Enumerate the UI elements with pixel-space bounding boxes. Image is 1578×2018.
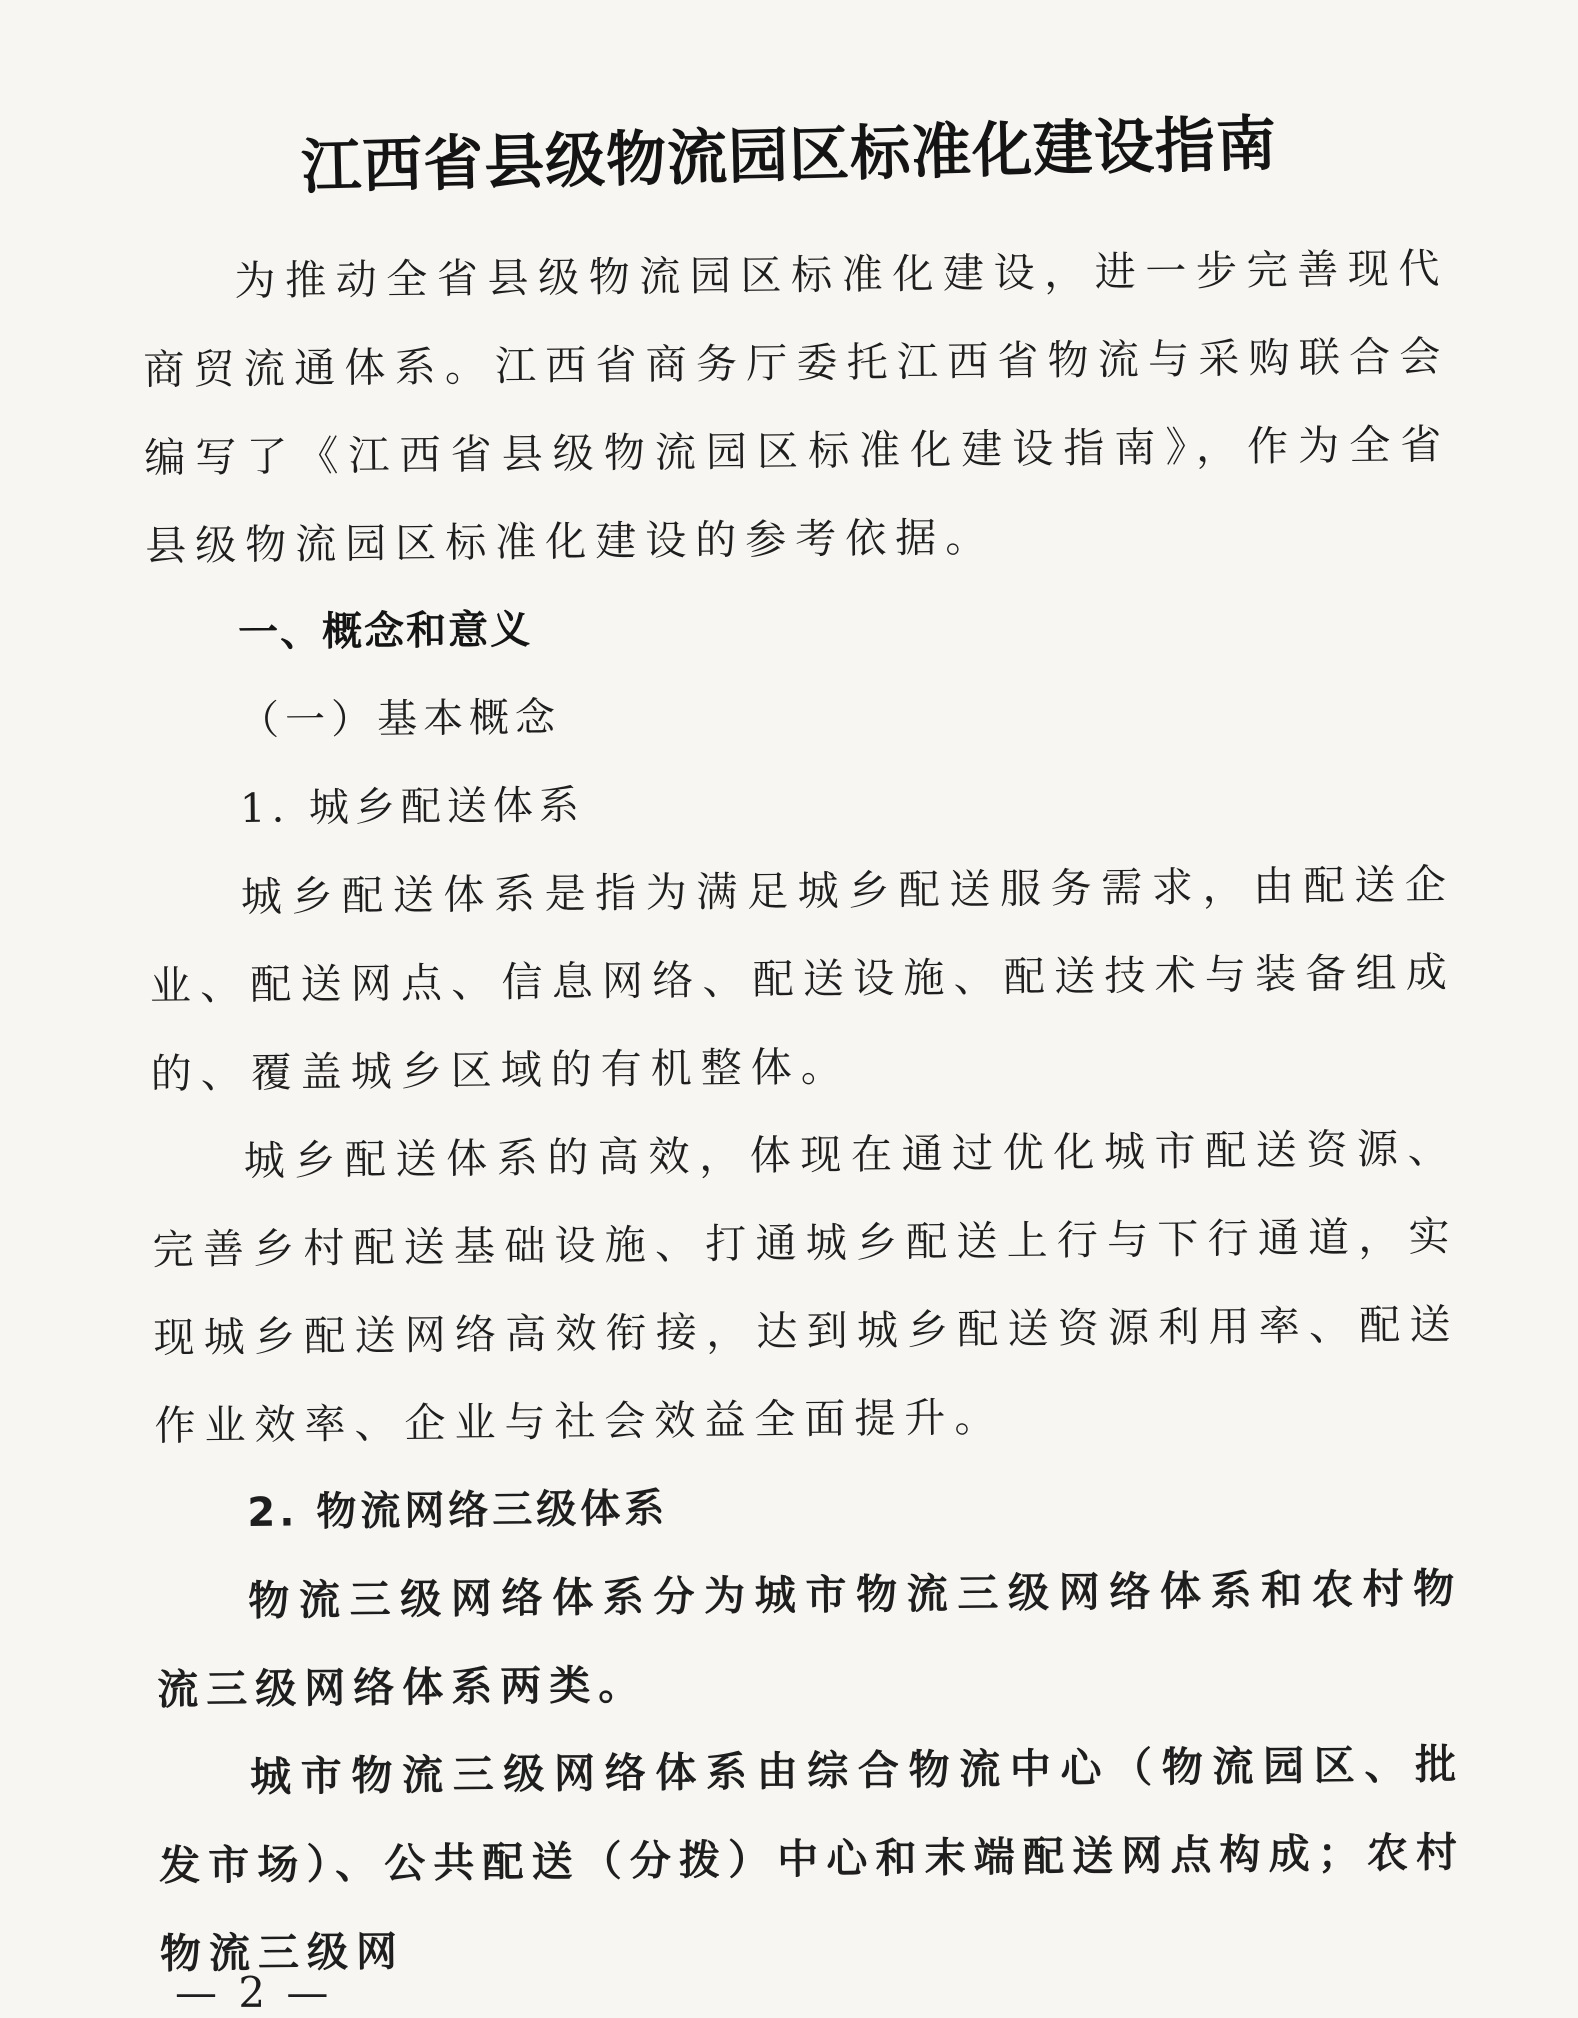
subsection-heading-basic-concepts: （一）基本概念: [238, 694, 562, 745]
item-heading-three-tier-network: 2. 物流网络三级体系: [247, 1485, 669, 1536]
intro-paragraph: 为推动全省县级物流园区标准化建设，进一步完善现代商贸流通体系。江西省商务厅委托江西省物流与采购联合会编写了《江西省县级物流园区标准化建设指南》，作为全省县级物流园区标准化建设的参考依据。: [143, 244, 1451, 570]
paragraph-distribution-definition: 城乡配送体系是指为满足城乡配送服务需求，由配送企业、配送网点、信息网络、配送设施、配送技术与装备组成的、覆盖城乡区域的有机整体。: [149, 860, 1457, 1098]
paragraph-urban-three-tier: 城市物流三级网络体系由综合物流中心（物流园区、批发市场）、公共配送（分拨）中心和末端配送网点构成；农村物流三级网: [158, 1740, 1466, 1978]
item-heading-distribution-system: 1. 城乡配送体系: [239, 782, 586, 833]
paragraph-distribution-efficiency: 城乡配送体系的高效，体现在通过优化城市配送资源、完善乡村配送基础设施、打通城乡配送上行与下行通道，实现城乡配送网络高效衔接，达到城乡配送资源利用率、配送作业效率、企业与社会效益全面提升。: [152, 1124, 1460, 1450]
section-heading-concepts: 一、概念和意义: [237, 606, 533, 657]
paragraph-three-tier-types: 物流三级网络体系分为城市物流三级网络体系和农村物流三级网络体系两类。: [156, 1564, 1463, 1714]
page-number: — 2 —: [175, 1968, 333, 2017]
document-title: 江西省县级物流园区标准化建设指南: [300, 109, 1278, 203]
document-body: [142, 224, 1466, 1998]
